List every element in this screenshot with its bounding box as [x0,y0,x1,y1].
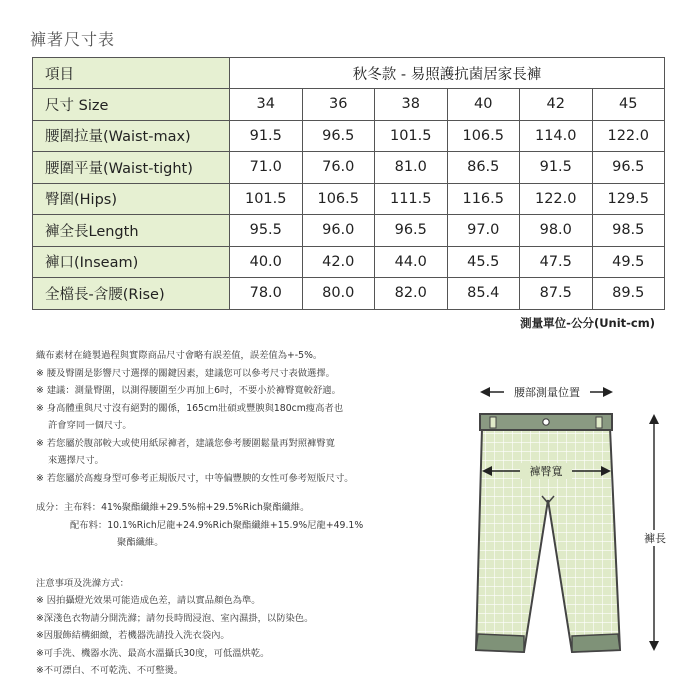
left-cuff [476,634,524,652]
unit-note: 測量單位-公分(Unit-cm) [520,316,655,330]
table-cell: 96.5 [302,120,375,152]
button-icon [543,419,549,425]
table-cell: 101.5 [230,183,303,215]
row-label: 全檔長-含腰(Rise) [33,278,230,310]
table-cell: 86.5 [447,152,520,184]
table-row [33,278,665,310]
table-cell: 98.0 [520,215,593,247]
table-cell: 106.5 [302,183,375,215]
table-cell: 85.4 [447,278,520,310]
length-arrow [640,414,670,651]
table-row [33,89,665,121]
waist-label: 腰部測量位置 [514,386,580,399]
table-cell: 80.0 [302,278,375,310]
table-cell: 95.5 [230,215,303,247]
composition-main: 成分：主布料：41%聚酯纖維+29.5%棉+29.5%Rich聚酯纖維。 [36,502,310,513]
table-cell: 114.0 [520,120,593,152]
table-cell: 38 [375,89,448,121]
note-line: ※ 若您屬於高瘦身型可參考正規版尺寸，中等偏豐腴的女性可參考短版尺寸。 [36,472,354,484]
table-cell: 111.5 [375,183,448,215]
table-row [33,183,665,215]
table-cell: 89.5 [592,278,665,310]
row-label: 褲全長Length [33,215,230,247]
table-cell: 44.0 [375,246,448,278]
table-cell: 40 [447,89,520,121]
note-line: 織布素材在縫製過程與實際商品尺寸會略有誤差值，誤差值為+-5%。 [36,350,323,361]
table-cell: 71.0 [230,152,303,184]
table-cell: 122.0 [592,120,665,152]
care-line: ※可手洗、機器水洗、最高水溫攝氏30度，可低溫烘乾。 [36,647,270,659]
composition-trim: 配布料：10.1%Rich尼龍+24.9%Rich聚酯纖維+15.9%尼龍+49.1% [70,519,364,531]
table-cell: 81.0 [375,152,448,184]
table-row [33,215,665,247]
table-cell: 82.0 [375,278,448,310]
table-cell: 98.5 [592,215,665,247]
table-cell: 96.0 [302,215,375,247]
note-line: ※ 建議：測量臀圍，以測得腰圍至少再加上6吋，不要小於褲臀寬較舒適。 [36,385,341,396]
row-label: 腰圍拉量(Waist-max) [33,120,230,152]
table-cell: 78.0 [230,278,303,310]
table-cell: 97.0 [447,215,520,247]
table-cell: 40.0 [230,246,303,278]
notes-section [36,347,363,680]
table-cell: 87.5 [520,278,593,310]
hip-label: 褲臀寬 [529,465,563,478]
note-line: ※ 身高體重與尺寸沒有絕對的關係，165cm壯碩或豐腴與180cm瘦高者也 [36,402,343,414]
page-title: 褲著尺寸表 [30,30,116,49]
table-cell: 116.5 [447,183,520,215]
table-cell: 129.5 [592,183,665,215]
care-line: ※不可漂白、不可乾洗、不可整燙。 [36,665,184,676]
table-cell: 36 [302,89,375,121]
note-line: 來選擇尺寸。 [48,455,104,466]
note-line: ※ 腰及臀圍是影響尺寸選擇的關鍵因素，建議您可以參考尺寸表做選擇。 [36,367,335,379]
row-label: 褲口(Inseam) [33,246,230,278]
care-line: ※ 因拍攝燈光效果可能造成色差，請以實品顏色為準。 [36,595,261,606]
size-table [32,57,665,310]
care-line: ※因服飾結構細緻，若機器洗請投入洗衣袋內。 [36,630,230,641]
waist-arrow [480,384,613,400]
table-cell: 91.5 [520,152,593,184]
care-heading: 注意事項及洗滌方式： [36,577,129,589]
note-line: 許會穿同一個尺寸。 [48,420,132,431]
table-cell: 45 [592,89,665,121]
table-cell: 49.5 [592,246,665,278]
table-cell: 91.5 [230,120,303,152]
table-cell: 42 [520,89,593,121]
product-name: 秋冬款 - 易照護抗菌居家長褲 [230,58,665,89]
table-cell: 122.0 [520,183,593,215]
table-cell: 101.5 [375,120,448,152]
table-cell: 34 [230,89,303,121]
table-cell: 96.5 [592,152,665,184]
table-cell: 106.5 [447,120,520,152]
composition-trim: 聚酯纖維。 [117,537,164,548]
care-line: ※深淺色衣物請分開洗滌；請勿長時間浸泡、室內濕掛，以防染色。 [36,612,314,624]
table-header-row [33,58,665,89]
row-label: 腰圍平量(Waist-tight) [33,152,230,184]
table-cell: 47.5 [520,246,593,278]
right-cuff [572,634,620,652]
pants-diagram [440,370,690,670]
row-label: 臀圍(Hips) [33,183,230,215]
note-line: ※ 若您屬於腹部較大或使用紙尿褲者，建議您參考腰圍鬆量再對照褲臀寬 [36,437,335,449]
table-row [33,152,665,184]
length-label: 褲長 [644,532,666,545]
table-cell: 96.5 [375,215,448,247]
table-cell: 76.0 [302,152,375,184]
header-label: 項目 [33,58,230,89]
table-row [33,120,665,152]
pants-body [476,428,620,652]
row-label: 尺寸 Size [33,89,230,121]
table-row [33,246,665,278]
table-cell: 42.0 [302,246,375,278]
table-cell: 45.5 [447,246,520,278]
